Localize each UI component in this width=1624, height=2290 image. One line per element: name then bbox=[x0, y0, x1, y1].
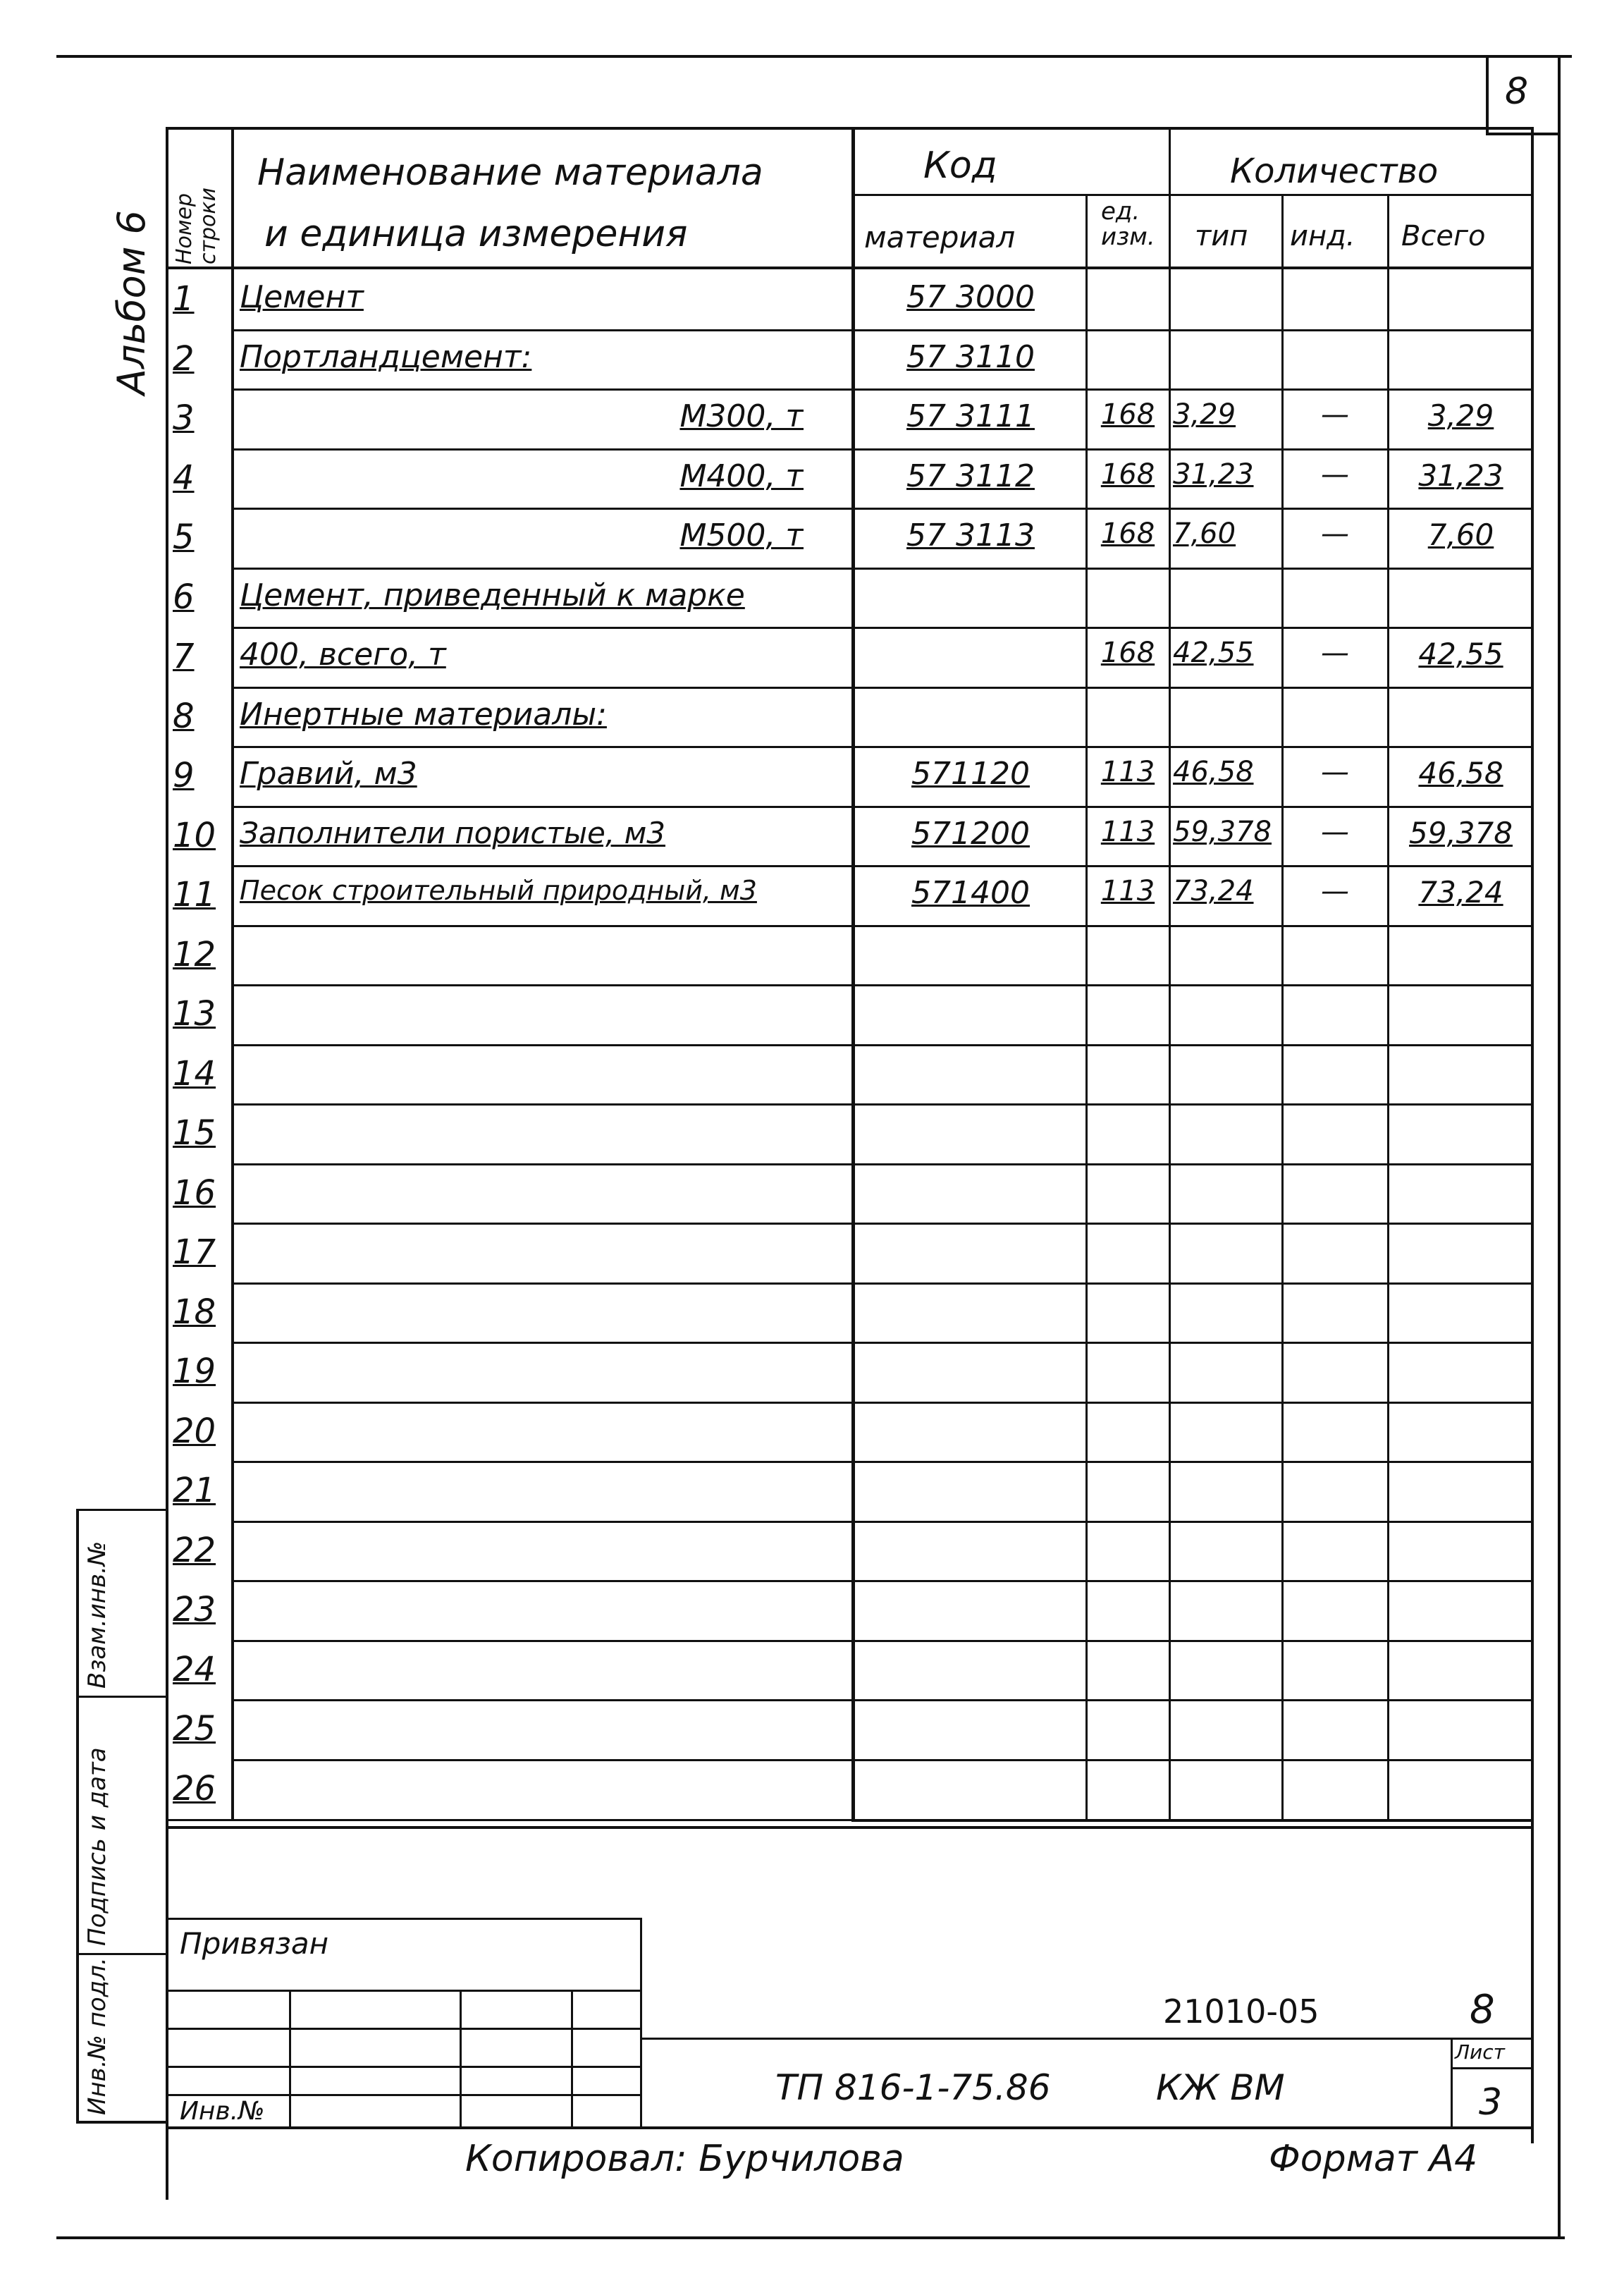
cell-n: 25 bbox=[173, 1709, 216, 1749]
cell-n: 15 bbox=[173, 1113, 216, 1153]
row-separator bbox=[233, 1402, 1532, 1404]
row-separator bbox=[233, 329, 1532, 331]
row-separator bbox=[233, 1759, 1532, 1761]
cell-n: 20 bbox=[173, 1412, 216, 1451]
top-border bbox=[56, 55, 1572, 58]
cell-n: 12 bbox=[173, 935, 216, 974]
cell-code: 57 3113 bbox=[906, 518, 1035, 553]
cell-name: Инертные материалы: bbox=[240, 697, 607, 733]
bound-grid-h4 bbox=[166, 2094, 641, 2096]
title-block-mid bbox=[640, 2038, 1532, 2040]
row-separator bbox=[233, 1521, 1532, 1523]
cell-n: 21 bbox=[173, 1471, 216, 1510]
cell-total: 59,378 bbox=[1409, 816, 1513, 850]
row-separator bbox=[233, 746, 1532, 748]
row-separator bbox=[233, 806, 1532, 808]
cell-n: 9 bbox=[173, 756, 195, 795]
sheet-number: 3 bbox=[1479, 2081, 1503, 2124]
cell-unit: 168 bbox=[1100, 518, 1155, 550]
cell-name: М500, т bbox=[679, 518, 804, 553]
cell-n: 18 bbox=[173, 1292, 216, 1332]
cell-code: 57 3112 bbox=[906, 458, 1035, 494]
cell-n: 2 bbox=[173, 339, 195, 379]
cell-type: 3,29 bbox=[1173, 398, 1236, 431]
col-sep-type bbox=[1281, 194, 1284, 1819]
bottom-border bbox=[56, 2236, 1565, 2239]
row-separator bbox=[233, 388, 1532, 391]
cell-code: 57 3111 bbox=[906, 398, 1035, 434]
cell-n: 4 bbox=[173, 458, 195, 498]
row-separator bbox=[233, 1461, 1532, 1463]
row-separator bbox=[233, 1640, 1532, 1642]
mark: КЖ ВМ bbox=[1156, 2067, 1285, 2108]
side-stamp-replace-inv: Взам.инв.№ bbox=[83, 1541, 111, 1689]
header-qty-total: Всего bbox=[1401, 220, 1486, 252]
cell-n: 10 bbox=[173, 816, 216, 855]
cell-code: 571120 bbox=[911, 756, 1030, 792]
row-separator bbox=[233, 925, 1532, 927]
cell-ind: — bbox=[1321, 518, 1349, 550]
cell-unit: 113 bbox=[1100, 816, 1155, 848]
cell-ind: — bbox=[1321, 398, 1349, 431]
row-separator bbox=[233, 1580, 1532, 1582]
header-row-number: Номер строки bbox=[172, 188, 221, 264]
cell-code: 571400 bbox=[911, 875, 1030, 911]
header-bottom-line bbox=[166, 267, 1533, 269]
cell-total: 46,58 bbox=[1418, 756, 1503, 790]
row-separator bbox=[233, 1282, 1532, 1285]
cell-n: 24 bbox=[173, 1650, 216, 1689]
cell-type: 46,58 bbox=[1173, 756, 1254, 788]
cell-ind: — bbox=[1321, 875, 1349, 907]
title-block-top bbox=[166, 1826, 1533, 1829]
row-separator bbox=[233, 568, 1532, 570]
sheet-label: Лист bbox=[1455, 2040, 1505, 2064]
cell-n: 1 bbox=[173, 279, 195, 319]
row-separator bbox=[233, 1044, 1532, 1046]
cell-type: 73,24 bbox=[1173, 875, 1254, 907]
cell-total: 3,29 bbox=[1427, 398, 1494, 433]
cell-type: 7,60 bbox=[1173, 518, 1236, 550]
bound-box-top bbox=[166, 1918, 641, 1920]
cell-n: 11 bbox=[173, 875, 216, 914]
side-stamp-sep2 bbox=[76, 1953, 168, 1955]
row-separator bbox=[233, 1699, 1532, 1701]
page-number-box-bottom bbox=[1486, 133, 1561, 135]
cell-n: 23 bbox=[173, 1590, 216, 1629]
row-separator bbox=[233, 627, 1532, 629]
row-separator bbox=[233, 687, 1532, 689]
side-stamp-top bbox=[76, 1509, 168, 1511]
sheet-box-mid bbox=[1451, 2067, 1532, 2069]
row-separator bbox=[233, 1103, 1532, 1106]
cell-total: 73,24 bbox=[1418, 875, 1503, 910]
inv-no-label: Инв.№ bbox=[180, 2097, 265, 2126]
cell-n: 3 bbox=[173, 398, 195, 438]
row-separator bbox=[233, 865, 1532, 867]
header-mid-line bbox=[851, 194, 1532, 196]
cell-code: 571200 bbox=[911, 816, 1030, 852]
bound-grid-v1 bbox=[289, 1990, 291, 2128]
side-stamp-bottom bbox=[76, 2121, 168, 2124]
cell-ind: — bbox=[1321, 816, 1349, 848]
cell-unit: 168 bbox=[1100, 398, 1155, 431]
cell-n: 13 bbox=[173, 994, 216, 1034]
table-top bbox=[166, 127, 1533, 130]
header-qty-type: тип bbox=[1195, 220, 1248, 252]
header-quantity: Количество bbox=[1230, 152, 1439, 191]
cell-n: 17 bbox=[173, 1232, 216, 1272]
cell-unit: 168 bbox=[1100, 458, 1155, 491]
cell-ind: — bbox=[1321, 637, 1349, 669]
cell-name: Заполнители пористые, м3 bbox=[240, 816, 665, 850]
col-sep-unit bbox=[1169, 127, 1171, 1819]
col-sep-material bbox=[1085, 194, 1088, 1819]
cell-name: 400, всего, т bbox=[240, 637, 446, 673]
cell-code: 57 3110 bbox=[906, 339, 1035, 375]
cell-name: М300, т bbox=[679, 398, 804, 434]
header-code-unit: ед. изм. bbox=[1101, 197, 1155, 251]
footer-format: Формат А4 bbox=[1269, 2138, 1478, 2180]
cell-n: 7 bbox=[173, 637, 195, 676]
page-number-box-left bbox=[1486, 55, 1489, 134]
row-separator bbox=[233, 1223, 1532, 1225]
cell-name: М400, т bbox=[679, 458, 804, 494]
row-separator bbox=[233, 1163, 1532, 1165]
cell-name: Гравий, м3 bbox=[240, 756, 417, 792]
cell-type: 42,55 bbox=[1173, 637, 1254, 669]
bound-label: Привязан bbox=[180, 1926, 329, 1961]
table-right bbox=[1531, 127, 1534, 2143]
bound-box-right bbox=[640, 1918, 642, 2129]
cell-name: Песок строительный природный, м3 bbox=[240, 875, 757, 906]
cell-n: 14 bbox=[173, 1054, 216, 1094]
bound-grid-v3 bbox=[571, 1990, 573, 2128]
stamp-top-line bbox=[166, 1819, 856, 1821]
cell-total: 7,60 bbox=[1427, 518, 1494, 552]
cell-name: Цемент, приведенный к марке bbox=[240, 577, 745, 613]
cell-unit: 168 bbox=[1100, 637, 1155, 669]
row-separator bbox=[233, 508, 1532, 510]
header-code-material: материал bbox=[864, 220, 1016, 255]
album-label: Альбом 6 bbox=[109, 210, 154, 395]
right-border bbox=[1558, 55, 1561, 2238]
cell-unit: 113 bbox=[1100, 756, 1155, 788]
cell-n: 5 bbox=[173, 518, 195, 557]
cell-n: 16 bbox=[173, 1173, 216, 1213]
cell-name: Цемент bbox=[240, 279, 364, 315]
doc-code: 21010-05 bbox=[1163, 1992, 1320, 2031]
col-sep-ind bbox=[1387, 194, 1389, 1819]
table-left bbox=[166, 127, 168, 2200]
col-sep-name bbox=[851, 127, 855, 1822]
designation: ТП 816-1-75.86 bbox=[775, 2067, 1051, 2108]
cell-unit: 113 bbox=[1100, 875, 1155, 907]
cell-ind: — bbox=[1321, 458, 1349, 491]
cell-name: Портландцемент: bbox=[240, 339, 532, 375]
bound-grid-h3 bbox=[166, 2066, 641, 2068]
header-name-line1: Наименование материала bbox=[257, 152, 763, 194]
cell-type: 31,23 bbox=[1173, 458, 1254, 491]
bound-grid-h1 bbox=[166, 1990, 641, 1992]
title-block-bottom bbox=[166, 2126, 1533, 2129]
side-stamp-left bbox=[76, 1509, 79, 2122]
bound-grid-v2 bbox=[460, 1990, 462, 2128]
side-stamp-sep1 bbox=[76, 1696, 168, 1698]
footer-copied: Копировал: Бурчилова bbox=[465, 2138, 904, 2180]
row-separator bbox=[233, 448, 1532, 451]
cell-n: 26 bbox=[173, 1769, 216, 1808]
cell-n: 8 bbox=[173, 697, 195, 736]
row-separator bbox=[233, 1342, 1532, 1344]
cell-n: 6 bbox=[173, 577, 195, 617]
sheet-top-number: 8 bbox=[1470, 1987, 1495, 2033]
cell-n: 22 bbox=[173, 1531, 216, 1570]
cell-n: 19 bbox=[173, 1352, 216, 1391]
col-sep-number bbox=[231, 127, 234, 1819]
cell-type: 59,378 bbox=[1173, 816, 1272, 848]
side-stamp-inv-orig: Инв.№ подл. bbox=[83, 1957, 111, 2115]
header-qty-ind: инд. bbox=[1290, 220, 1355, 252]
side-stamp-sign-date: Подпись и дата bbox=[83, 1747, 111, 1946]
cell-code: 57 3000 bbox=[906, 279, 1035, 315]
cell-total: 31,23 bbox=[1418, 458, 1503, 493]
cell-total: 42,55 bbox=[1418, 637, 1503, 671]
page-number: 8 bbox=[1505, 71, 1529, 113]
header-code: Код bbox=[923, 145, 997, 187]
cell-ind: — bbox=[1321, 756, 1349, 788]
table-body-bottom bbox=[851, 1819, 1532, 1822]
row-separator bbox=[233, 984, 1532, 986]
bound-grid-h2 bbox=[166, 2028, 641, 2030]
sheet-box-left bbox=[1451, 2038, 1453, 2128]
header-name-line2: и единица измерения bbox=[264, 213, 688, 255]
